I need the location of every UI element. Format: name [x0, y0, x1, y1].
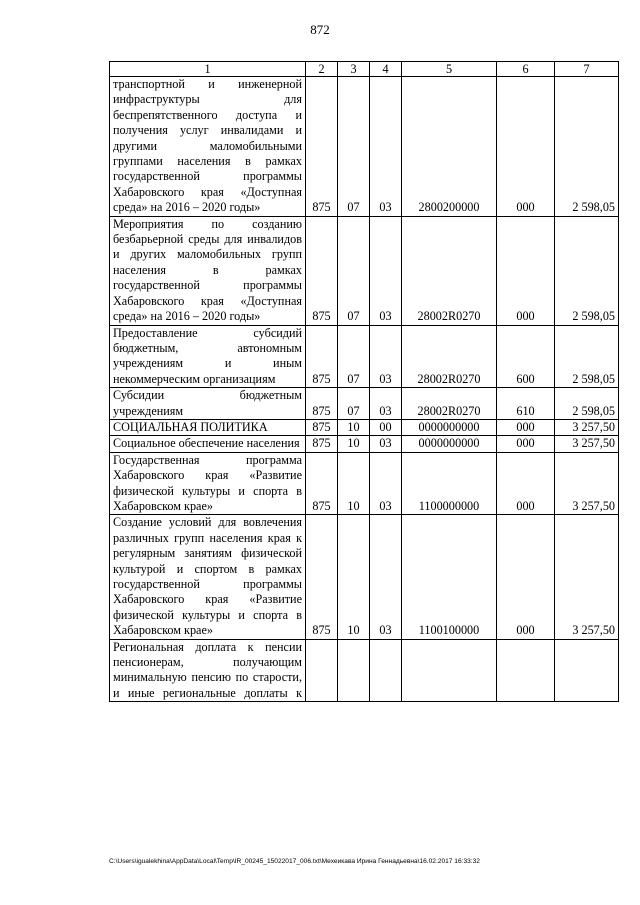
table-row [110, 639, 619, 702]
row-amount: 2 598,05 [555, 388, 619, 420]
row-code-ministry: 875 [306, 77, 338, 217]
row-code-expense [497, 639, 555, 702]
table-row [110, 452, 619, 515]
row-amount: 3 257,50 [555, 436, 619, 452]
row-code-section [338, 639, 370, 702]
column-header: 3 [338, 62, 370, 77]
row-code-expense: 000 [497, 77, 555, 217]
table-row [110, 436, 619, 452]
row-code-subsection: 03 [370, 436, 402, 452]
row-code-section: 10 [338, 515, 370, 639]
row-code-expense: 610 [497, 388, 555, 420]
row-name: Региональная доплата к пенсии пенсионерам, получающим минимальную пенсию по старости, и иные региональные доплаты к [110, 639, 306, 702]
row-code-target: 1100100000 [402, 515, 497, 639]
row-name: Государственная программа Хабаровского края «Развитие физической культуры и спорта в Хабаровском крае» [110, 452, 306, 515]
row-code-subsection [370, 639, 402, 702]
row-name: Мероприятия по созданию безбарьерной среды для инвалидов и других маломобильных групп населения в рамках государственной программы Хабаровского края «Доступная среда» на 2016 – 2020 годы» [110, 216, 306, 325]
row-code-target [402, 639, 497, 702]
row-amount [555, 639, 619, 702]
row-code-target: 2800200000 [402, 77, 497, 217]
row-code-target: 0000000000 [402, 419, 497, 435]
header-row [110, 62, 619, 77]
column-header: 7 [555, 62, 619, 77]
column-header: 6 [497, 62, 555, 77]
table-row [110, 325, 619, 388]
row-code-target: 28002R0270 [402, 216, 497, 325]
column-header: 1 [110, 62, 306, 77]
table-row [110, 77, 619, 217]
row-code-target: 1100000000 [402, 452, 497, 515]
row-code-ministry: 875 [306, 216, 338, 325]
budget-table [109, 61, 619, 702]
row-code-expense: 000 [497, 515, 555, 639]
row-code-section: 07 [338, 216, 370, 325]
row-code-subsection: 03 [370, 216, 402, 325]
column-header: 4 [370, 62, 402, 77]
column-header: 5 [402, 62, 497, 77]
row-code-subsection: 03 [370, 388, 402, 420]
row-name: Предоставление субсидий бюджетным, автономным учреждениям и иным некоммерческим организациям [110, 325, 306, 388]
row-code-ministry: 875 [306, 388, 338, 420]
row-code-target: 0000000000 [402, 436, 497, 452]
row-name: Субсидии бюджетным учреждениям [110, 388, 306, 420]
file-path-footer: C:\Users\igualekhina\AppData\Local\Temp\IR_00245_15022017_006.txt\Мехеикава Ирина Геннадьевна\16.02.2017 16:33:32 [109, 858, 480, 865]
row-code-expense: 600 [497, 325, 555, 388]
row-code-ministry: 875 [306, 515, 338, 639]
table-row [110, 515, 619, 639]
row-name: Социальное обеспечение населения [110, 436, 306, 452]
column-header: 2 [306, 62, 338, 77]
row-code-expense: 000 [497, 436, 555, 452]
row-code-ministry: 875 [306, 419, 338, 435]
table-row [110, 216, 619, 325]
row-code-ministry: 875 [306, 325, 338, 388]
row-amount: 3 257,50 [555, 419, 619, 435]
row-name: Создание условий для вовлечения различных групп населения края к регулярным занятиям физической культурой и спортом в рамках государственной программы Хабаровского края «Развитие физической культуры и спорта в Хабаровском крае» [110, 515, 306, 639]
row-code-section: 07 [338, 325, 370, 388]
row-code-subsection: 03 [370, 452, 402, 515]
row-amount: 2 598,05 [555, 77, 619, 217]
row-code-expense: 000 [497, 452, 555, 515]
row-code-subsection: 03 [370, 515, 402, 639]
row-code-section: 10 [338, 436, 370, 452]
row-code-section: 07 [338, 77, 370, 217]
row-code-subsection: 03 [370, 325, 402, 388]
row-code-expense: 000 [497, 216, 555, 325]
row-amount: 3 257,50 [555, 515, 619, 639]
row-code-subsection: 00 [370, 419, 402, 435]
row-name: транспортной и инженерной инфраструктуры для беспрепятственного доступа и получения услуг инвалидами и другими маломобильными группами населения в рамках государственной программы Хабаровского края «Доступная среда» на 2016 – 2020 годы» [110, 77, 306, 217]
row-code-section: 10 [338, 419, 370, 435]
row-code-ministry: 875 [306, 452, 338, 515]
row-amount: 2 598,05 [555, 216, 619, 325]
row-code-ministry: 875 [306, 436, 338, 452]
table-row [110, 419, 619, 435]
row-code-section: 07 [338, 388, 370, 420]
table-row [110, 388, 619, 420]
row-name: СОЦИАЛЬНАЯ ПОЛИТИКА [110, 419, 306, 435]
row-code-ministry [306, 639, 338, 702]
row-code-expense: 000 [497, 419, 555, 435]
row-code-target: 28002R0270 [402, 388, 497, 420]
row-code-target: 28002R0270 [402, 325, 497, 388]
page-number: 872 [310, 22, 330, 37]
row-amount: 2 598,05 [555, 325, 619, 388]
row-code-section: 10 [338, 452, 370, 515]
row-amount: 3 257,50 [555, 452, 619, 515]
row-code-subsection: 03 [370, 77, 402, 217]
